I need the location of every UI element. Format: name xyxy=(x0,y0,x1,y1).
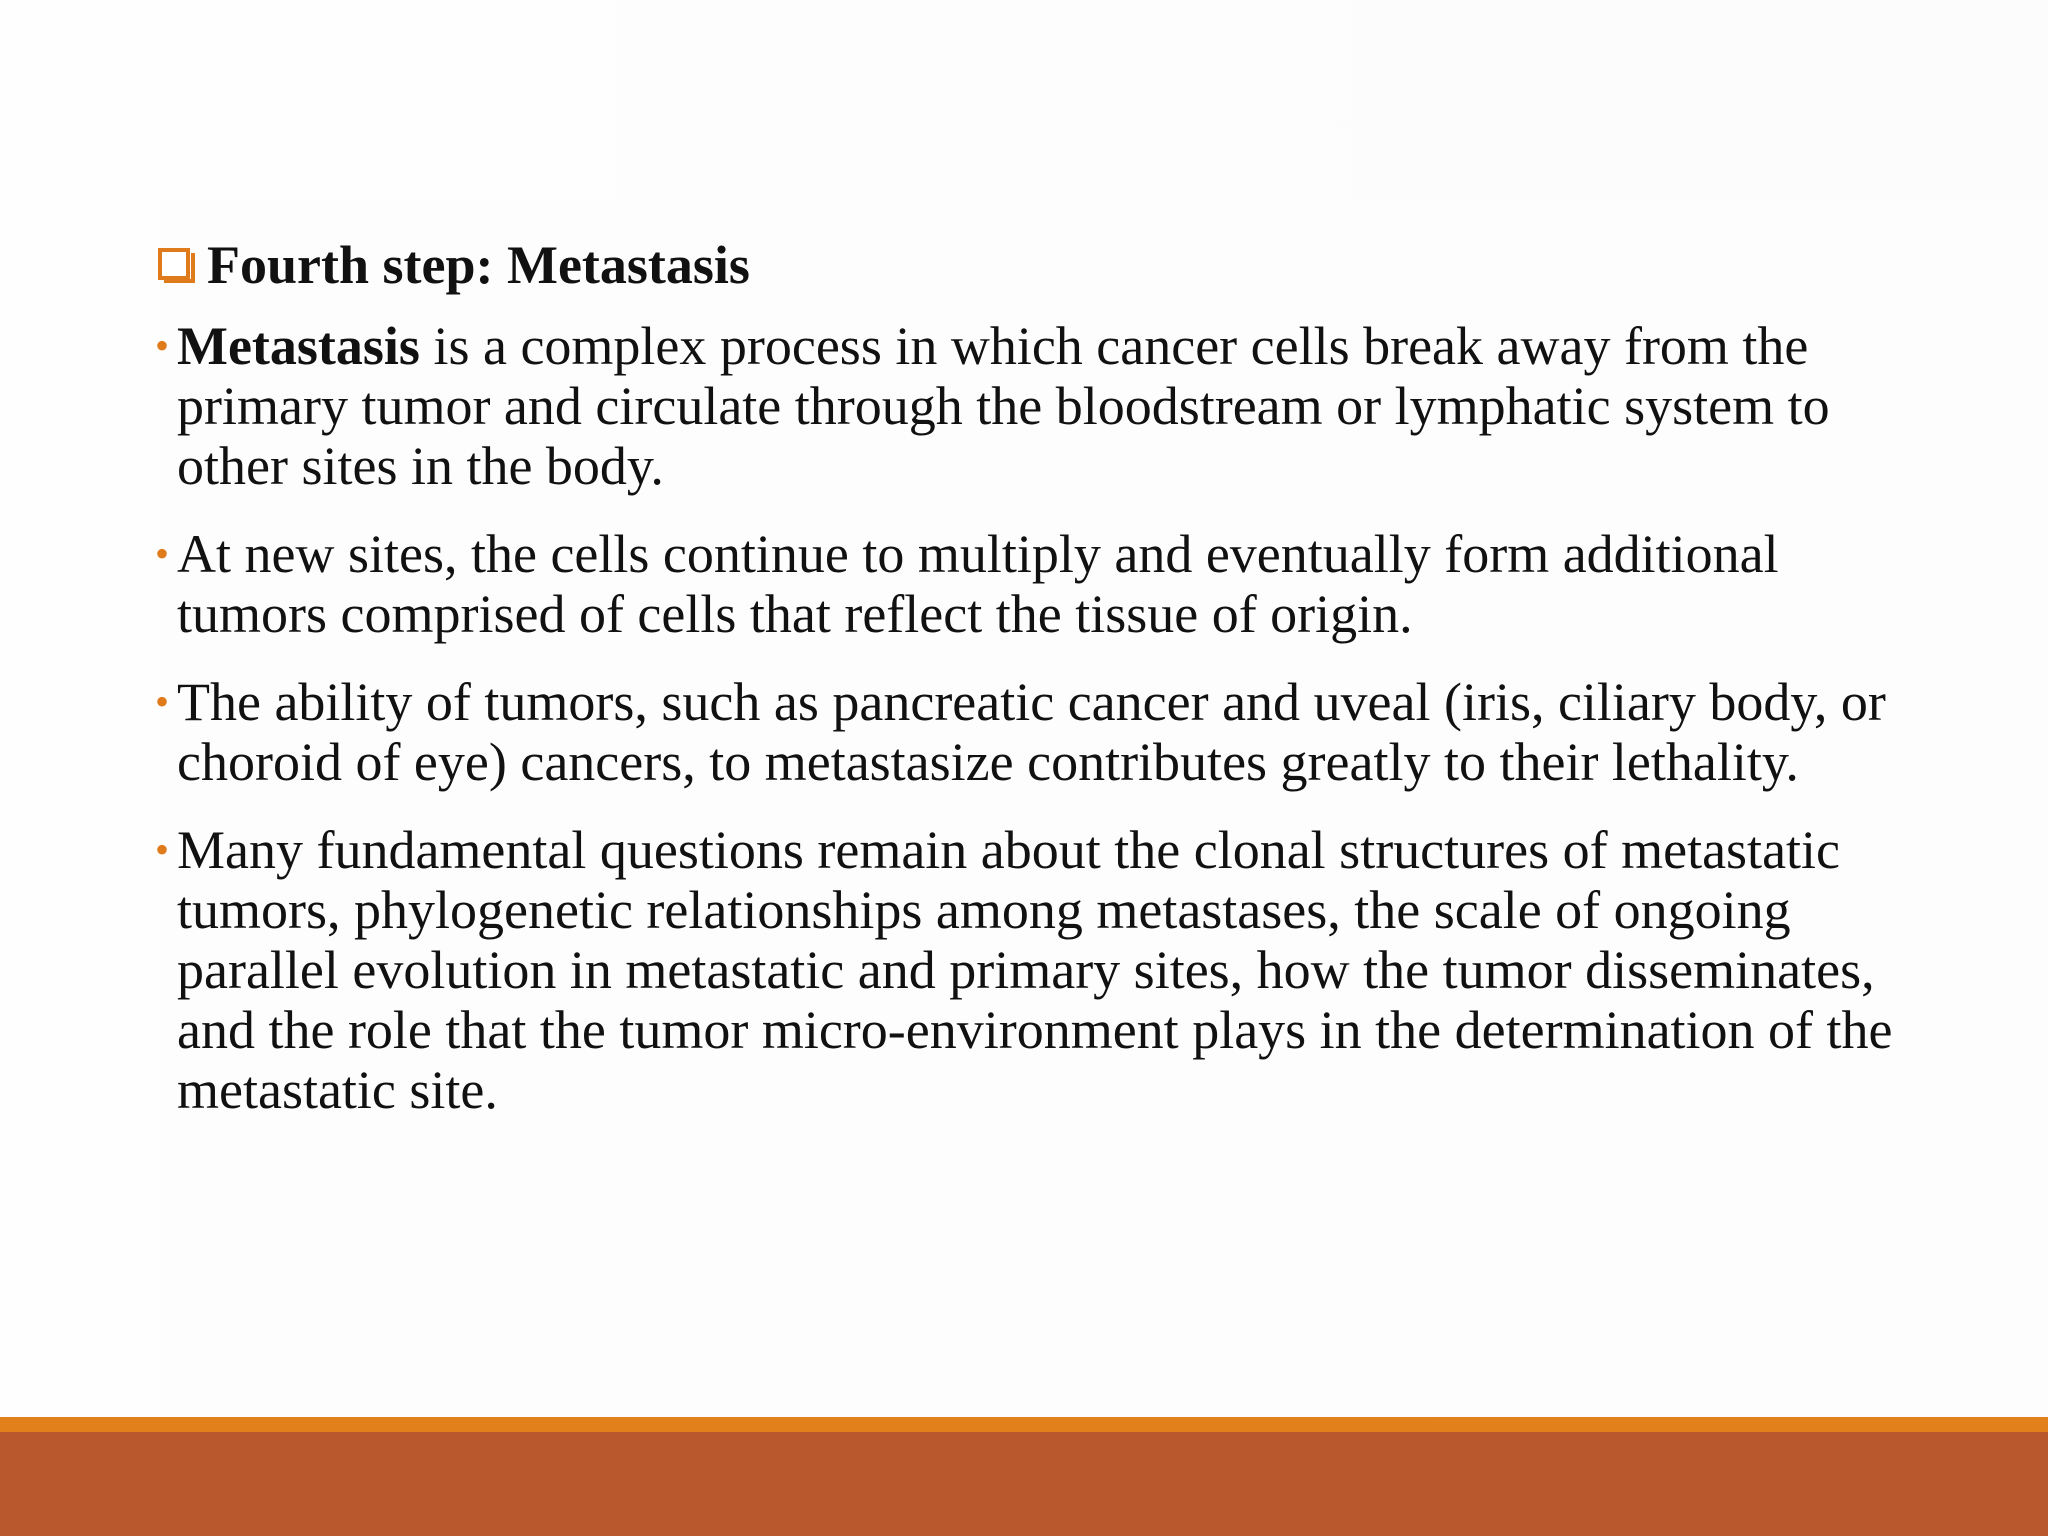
checkbox-icon xyxy=(155,243,195,283)
bullet-text: The ability of tumors, such as pancreatic cancer and uveal (iris, ciliary body, or choroid of eye) cancers, to metastasize contributes greatly to their lethality. xyxy=(177,672,1886,792)
bullet-text: is a complex process in which cancer cells break away from the primary tumor and circulate through the bloodstream or lymphatic system to other sites in the body. xyxy=(177,316,1830,496)
footer-bar xyxy=(0,1432,2048,1536)
bullet-dot-icon: • xyxy=(155,323,170,368)
bullet-item xyxy=(155,524,1895,644)
bullet-dot-icon: • xyxy=(155,531,170,576)
bullet-dot-icon: • xyxy=(155,679,170,724)
slide-content xyxy=(155,232,1895,1148)
bullet-list xyxy=(155,316,1895,1120)
bullet-item xyxy=(155,820,1895,1120)
heading-text: Fourth step: Metastasis xyxy=(207,235,750,295)
footer-accent-line xyxy=(0,1417,2048,1432)
bullet-bold-term: Metastasis xyxy=(177,316,420,376)
slide-heading xyxy=(155,232,1895,298)
bullet-dot-icon: • xyxy=(155,827,170,872)
bullet-item xyxy=(155,316,1895,496)
bullet-text: Many fundamental questions remain about the clonal structures of metastatic tumors, phylogenetic relationships among metastases, the scale of ongoing parallel evolution in metastatic and primary sites, how the tumor disseminates, and the role that the tumor micro-environment plays in the determination of the metastatic site. xyxy=(177,820,1893,1120)
bullet-text: At new sites, the cells continue to multiply and eventually form additional tumors comprised of cells that reflect the tissue of origin. xyxy=(177,524,1779,644)
bullet-item xyxy=(155,672,1895,792)
